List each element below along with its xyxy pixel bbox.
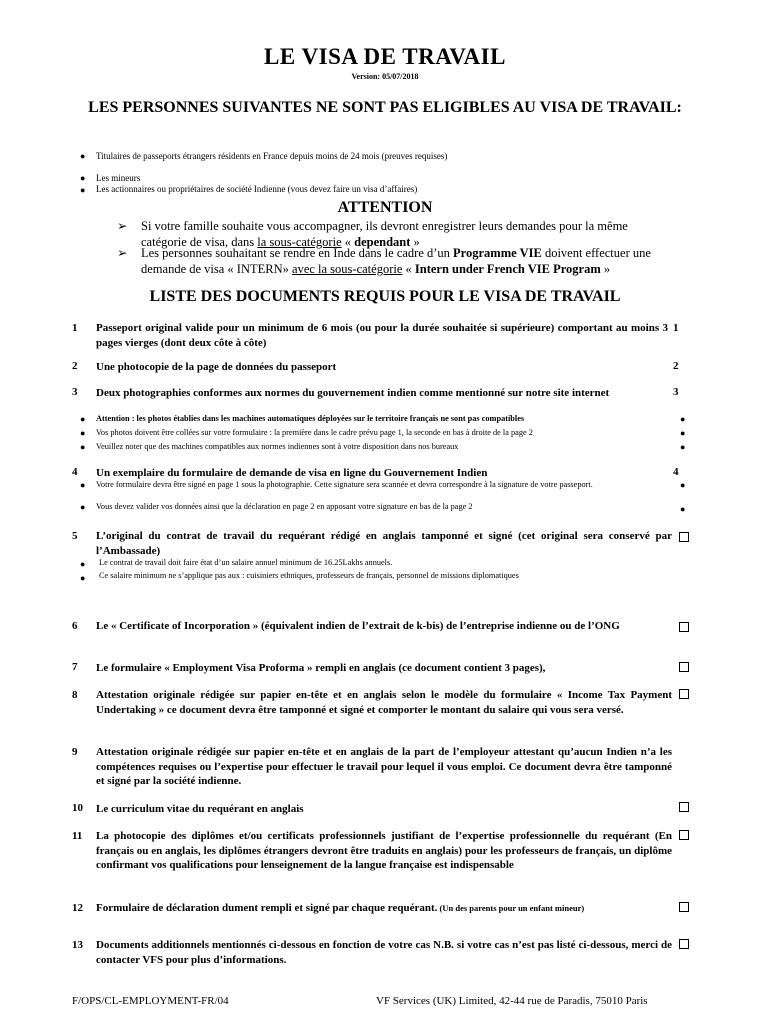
item-number: 3	[72, 386, 78, 398]
bullet-icon: ●	[80, 173, 86, 183]
checkbox-icon[interactable]	[679, 662, 689, 672]
item-text: Le curriculum vitae du requérant en anglais	[96, 803, 304, 815]
checkbox-icon[interactable]	[679, 622, 689, 632]
bullet-icon: ●	[80, 414, 86, 424]
item-text: La photocopie des diplômes et/ou certificats professionnels justifiant de l’expertise professionnelle du requérant (En français ou en anglais, les diplômes étrangers devront être traduits en anglais) pour les professeurs de français, un diplôme confirmant vos qualifications pour lenseignement de la langue française est indispensable	[96, 830, 672, 871]
checkbox-icon[interactable]	[679, 902, 689, 912]
item-number: 2	[72, 360, 78, 372]
item-number: 10	[72, 802, 83, 814]
item-text: Un exemplaire du formulaire de demande de visa en ligne du Gouvernement Indien	[96, 467, 488, 479]
item-note: Attention : les photos établies dans les machines automatiques déployées sur le territoire français ne sont pas compatibles	[96, 414, 525, 423]
item-number: 8	[72, 689, 78, 701]
item-number: 1	[72, 322, 78, 334]
item-page-count: 3	[673, 386, 679, 398]
item-page-count: 4	[673, 466, 679, 478]
item-text: Deux photographies conformes aux normes du gouvernement indien comme mentionné sur notre site internet	[96, 387, 610, 399]
item-text: Le « Certificate of Incorporation » (équivalent indien de l’extrait de k-bis) de l’entreprise indienne ou de l’ONG	[96, 620, 620, 632]
item-text: Attestation originale rédigée sur papier en-tête et en anglais selon le modèle du formulaire « Income Tax Payment Undertaking » ce document devra être tamponné et signé et comporter le montant du salaire qui vous sera versé.	[96, 689, 672, 716]
checkbox-icon[interactable]	[679, 830, 689, 840]
item-number: 4	[72, 466, 78, 478]
item-note: Ce salaire minimum ne s’applique pas aux : cuisiniers ethniques, professeurs de français, personnel de missions diplomatiques	[99, 571, 519, 580]
item-text: L’original du contrat de travail du requérant rédigé en anglais tamponné et signé (cet original sera conservé par l’Ambassade)	[96, 530, 672, 557]
item-text: Une photocopie de la page de données du passeport	[96, 361, 337, 373]
checkbox-icon[interactable]	[679, 532, 689, 542]
item-note: Vos photos doivent être collées sur votre formulaire : la première dans le cadre prévu page 1, la seconde en bas à droite de la page 2	[96, 428, 533, 437]
page-title: LE VISA DE TRAVAIL	[264, 44, 506, 69]
bullet-icon: ●	[680, 442, 686, 452]
documents-heading: LISTE DES DOCUMENTS REQUIS POUR LE VISA DE TRAVAIL	[149, 288, 621, 305]
item-page-count: 1	[673, 322, 679, 334]
item-page-count: 2	[673, 360, 679, 372]
bullet-icon: ●	[80, 502, 86, 512]
bullet-icon: ●	[80, 573, 86, 583]
arrow-icon: ➢	[117, 219, 128, 233]
item-number: 13	[72, 939, 83, 951]
ineligible-item: Titulaires de passeports étrangers résidents en France depuis moins de 24 mois (preuves requises)	[96, 151, 448, 161]
checkbox-icon[interactable]	[679, 689, 689, 699]
ineligible-item: Les mineurs	[96, 173, 141, 183]
attention-paragraph-2: Les personnes souhaitant se rendre en Inde dans le cadre d’un Programme VIE doivent effectuer une demande de visa « INTERN» avec la sous-catégorie « Intern under French VIE Program »	[141, 246, 651, 276]
item-number: 7	[72, 661, 78, 673]
checkbox-icon[interactable]	[679, 939, 689, 949]
footer-address: VF Services (UK) Limited, 42-44 rue de Paradis, 75010 Paris	[376, 995, 648, 1007]
bullet-icon: ●	[80, 151, 86, 161]
item-note: Vous devez valider vos données ainsi que la déclaration en page 2 en apposant votre signature en bas de la page 2	[96, 502, 473, 511]
item-note: (Un des parents pour un enfant mineur)	[437, 903, 585, 913]
bullet-icon: ●	[80, 559, 86, 569]
attention-paragraph-1: Si votre famille souhaite vous accompagner, ils devront enregistrer leurs demandes pour la même catégorie de visa, dans la sous-catégorie « dependant »	[141, 219, 628, 249]
item-text: Attestation originale rédigée sur papier en-tête et en anglais de la part de l’employeur attestant qu’aucun Indien n’a les compétences requises ou l’expertise pour effectuer le travail pour lequel il vous emploi. Ce document devra être tamponné et signé par la société indienne.	[96, 746, 672, 787]
item-number: 9	[72, 746, 78, 758]
bullet-icon: ●	[680, 428, 686, 438]
item-text: Passeport original valide pour un minimum de 6 mois (ou pour la durée souhaitée si supérieure) comportant au moins 3 pages vierges (dont deux côte à côte)	[96, 322, 668, 349]
bullet-icon: ●	[80, 442, 86, 452]
item-number: 5	[72, 530, 78, 542]
item-note: Le contrat de travail doit faire état d’un salaire annuel minimum de 16.25Lakhs annuels.	[99, 558, 393, 567]
ineligible-heading: LES PERSONNES SUIVANTES NE SONT PAS ELIGIBLES AU VISA DE TRAVAIL:	[88, 99, 682, 116]
arrow-icon: ➢	[117, 246, 128, 260]
bullet-icon: ●	[80, 428, 86, 438]
bullet-icon: ●	[680, 504, 686, 514]
checkbox-icon[interactable]	[679, 802, 689, 812]
ineligible-item: Les actionnaires ou propriétaires de société Indienne (vous devez faire un visa d’affaires)	[96, 184, 418, 194]
attention-heading: ATTENTION	[337, 199, 433, 216]
item-number: 12	[72, 902, 83, 914]
item-text: Formulaire de déclaration dument rempli et signé par chaque requérant. (Un des parents pour un enfant mineur)	[96, 902, 585, 914]
item-note: Votre formulaire devra être signé en page 1 sous la photographie. Cette signature sera scannée et devra correspondre à la signature de votre passeport.	[96, 480, 593, 489]
item-note: Veuillez noter que des machines compatibles aux normes indiennes sont à votre disposition dans nos bureaux	[96, 442, 459, 451]
footer-reference: F/OPS/CL-EMPLOYMENT-FR/04	[72, 995, 229, 1007]
bullet-icon: ●	[80, 480, 86, 490]
item-number: 6	[72, 620, 78, 632]
bullet-icon: ●	[680, 414, 686, 424]
version-label: Version: 05/07/2018	[351, 72, 419, 81]
bullet-icon: ●	[680, 480, 686, 490]
bullet-icon: ●	[80, 185, 86, 195]
item-number: 11	[72, 830, 83, 842]
item-text: Documents additionnels mentionnés ci-dessous en fonction de votre cas N.B. si votre cas n’est pas listé ci-dessous, merci de contacter VFS pour plus d’informations.	[96, 939, 672, 966]
item-text: Le formulaire « Employment Visa Proforma » rempli en anglais (ce document contient 3 pages),	[96, 662, 546, 674]
